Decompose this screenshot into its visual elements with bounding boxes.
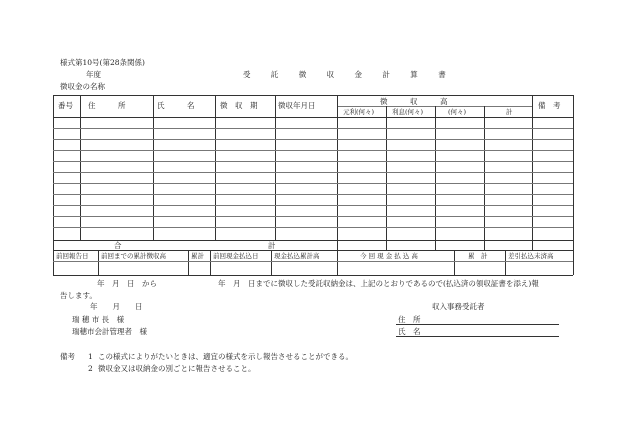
header-period: 徴 収 期 <box>220 101 258 110</box>
statement-line2: 告します。 <box>60 291 97 300</box>
summary-this-cash-paid: 今 回 現 金 払 込 高 <box>360 252 418 260</box>
header-name: 氏 名 <box>157 101 195 110</box>
summary-cum-total: 累計 <box>191 252 204 260</box>
fiscal-year-label: 年度 <box>86 70 101 79</box>
header-address: 住 所 <box>88 101 126 110</box>
summary-cash-paid-total: 現金払込累計高 <box>274 252 320 260</box>
page-title: 受 託 徴 収 金 計 算 書 <box>243 70 455 79</box>
statement-date: 年 月 日 <box>90 302 143 311</box>
total-label-left: 合 <box>114 241 122 250</box>
collection-name-label: 徴収金の名称 <box>60 82 105 91</box>
header-date: 徴収年月日 <box>278 101 316 110</box>
name-underline <box>396 336 559 337</box>
note-1-text: この様式によりがたいときは、適宜の様式を示し報告させることができる。 <box>98 352 353 361</box>
summary-prev-report-date: 前回報告日 <box>56 252 89 260</box>
form-number: 様式第10号(第28条関係) <box>60 58 145 67</box>
total-label-right: 計 <box>268 241 276 250</box>
address-underline <box>396 324 559 325</box>
note-2-number: 2 <box>88 364 93 373</box>
name-label: 氏 名 <box>398 327 421 336</box>
subheader-interest: 利息(何々) <box>392 108 424 116</box>
address-label: 住 所 <box>398 315 421 324</box>
subheader-other: (何々) <box>448 108 467 116</box>
statement-line1-part1: 年 月 日 から <box>97 279 157 288</box>
header-remarks: 備 考 <box>538 101 561 110</box>
summary-cum-total-2: 累 計 <box>468 252 488 260</box>
summary-unpaid-balance: 差引払込未済高 <box>508 252 554 260</box>
subheader-principal: 元利(何々) <box>343 108 375 116</box>
notes-label: 備考 <box>60 352 75 361</box>
header-amount: 徴 収 高 <box>380 97 448 106</box>
note-2-text: 徴収金又は収納金の別ごとに報告させること。 <box>98 364 256 373</box>
header-number: 番号 <box>58 101 73 110</box>
note-1-number: 1 <box>88 352 93 361</box>
summary-prev-cumulative: 前回までの累計徴収高 <box>101 252 166 260</box>
statement-line1-part2: 年 月 日までに徴収した受託収納金は、上記のとおりであるので(払込済の領収証書を添え)報 <box>218 279 539 288</box>
accounting-manager-addressee: 瑞穂市会計管理者 様 <box>72 327 147 336</box>
summary-prev-cash-date: 前回現金払込日 <box>213 252 259 260</box>
subheader-total: 計 <box>506 108 513 116</box>
trustee-label: 収入事務受託者 <box>432 302 485 311</box>
mayor-addressee: 瑞 穂 市 長 様 <box>72 315 125 324</box>
